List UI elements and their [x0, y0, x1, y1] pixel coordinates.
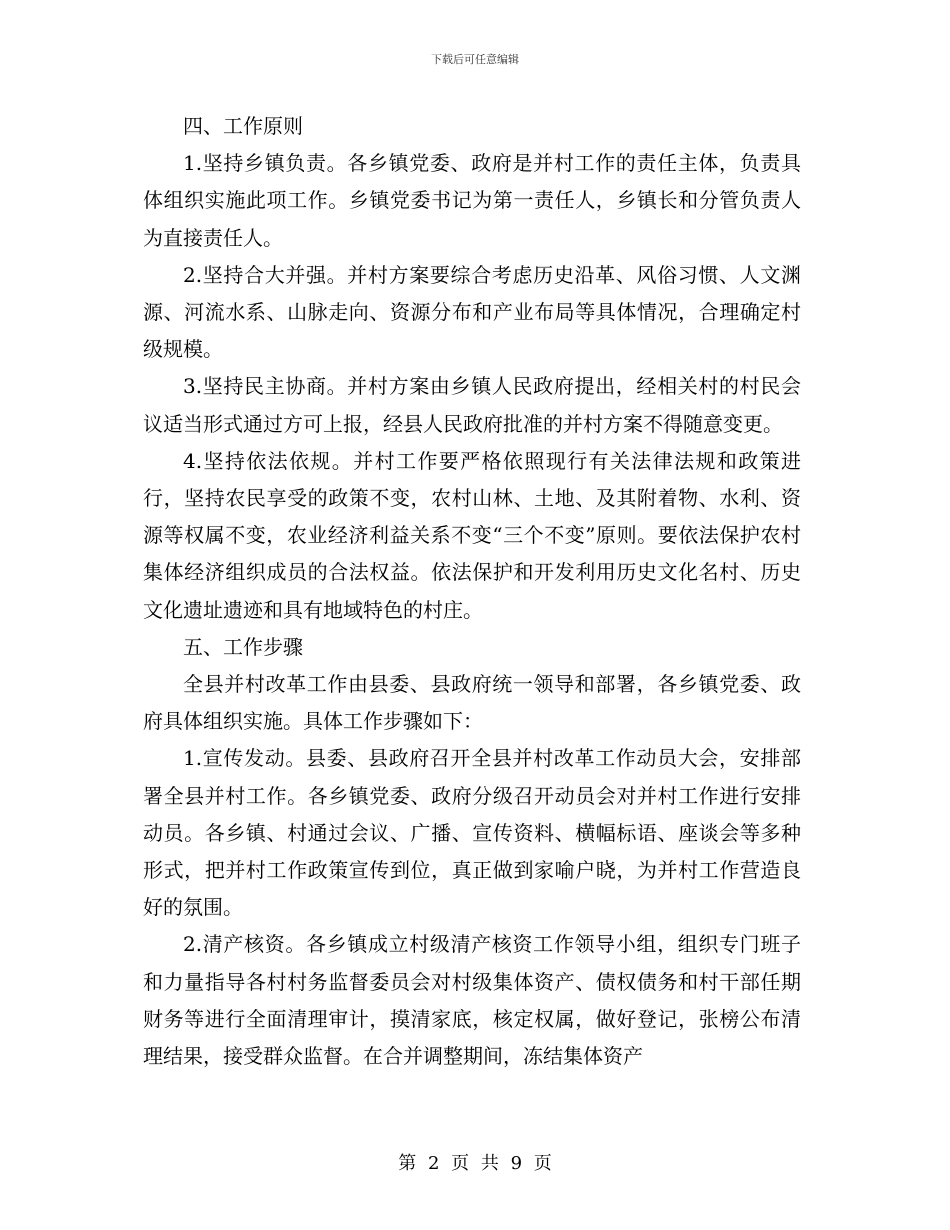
footer-suffix: 页: [533, 1153, 552, 1174]
footer-page-word: 页: [451, 1153, 470, 1174]
footer-current-page: 2: [427, 1153, 440, 1174]
paragraph-principle-1: 1.坚持乡镇负责。各乡镇党委、政府是并村工作的责任主体，负责具体组织实施此项工作。乡镇党委书记为第一责任人，乡镇长和分管负责人为直接责任人。: [143, 151, 801, 250]
footer-prefix: 第: [398, 1153, 417, 1174]
document-body: [143, 108, 801, 1075]
paragraph-principle-3: 3.坚持民主协商。并村方案由乡镇人民政府提出，经相关村的村民会议适当形式通过方可上报，经县人民政府批准的并村方案不得随意变更。: [143, 374, 801, 436]
footer-total-pages: 9: [510, 1153, 523, 1174]
footer-total-word: 共: [480, 1153, 499, 1174]
paragraph-step-2: 2.清产核资。各乡镇成立村级清产核资工作领导小组，组织专门班子和力量指导各村村务监督委员会对村级集体资产、债权债务和村干部任期财务等进行全面清理审计，摸清家底，核定权属，做好登记，张榜公布清理结果，接受群众监督。在合并调整期间，冻结集体资产: [143, 932, 801, 1069]
paragraph-principle-4: 4.坚持依法依规。并村工作要严格依照现行有关法律法规和政策进行，坚持农民享受的政策不变，农村山林、土地、及其附着物、水利、资源等权属不变，农业经济利益关系不变“三个不变”原则。要依法保护农村集体经济组织成员的合法权益。依法保护和开发利用历史文化名村、历史文化遗址遗迹和具有地域特色的村庄。: [143, 448, 801, 622]
paragraph-step-1: 1.宣传发动。县委、县政府召开全县并村改革工作动员大会，安排部署全县并村工作。各乡镇党委、政府分级召开动员会对并村工作进行安排动员。各乡镇、村通过会议、广播、宣传资料、横幅标语、座谈会等多种形式，把并村工作政策宣传到位，真正做到家喻户晓，为并村工作营造良好的氛围。: [143, 746, 801, 920]
paragraph-principle-2: 2.坚持合大并强。并村方案要综合考虑历史沿革、风俗习惯、人文渊源、河流水系、山脉走向、资源分布和产业布局等具体情况，合理确定村级规模。: [143, 262, 801, 362]
section-heading-steps: 五、工作步骤: [183, 634, 303, 659]
section-heading-principles: 四、工作原则: [183, 114, 303, 138]
page-footer: [0, 1152, 950, 1176]
paragraph-steps-intro: 全县并村改革工作由县委、县政府统一领导和部署，各乡镇党委、政府具体组织实施。具体工作步骤如下：: [143, 672, 801, 734]
page-header: 下载后可任意编辑: [431, 53, 519, 66]
